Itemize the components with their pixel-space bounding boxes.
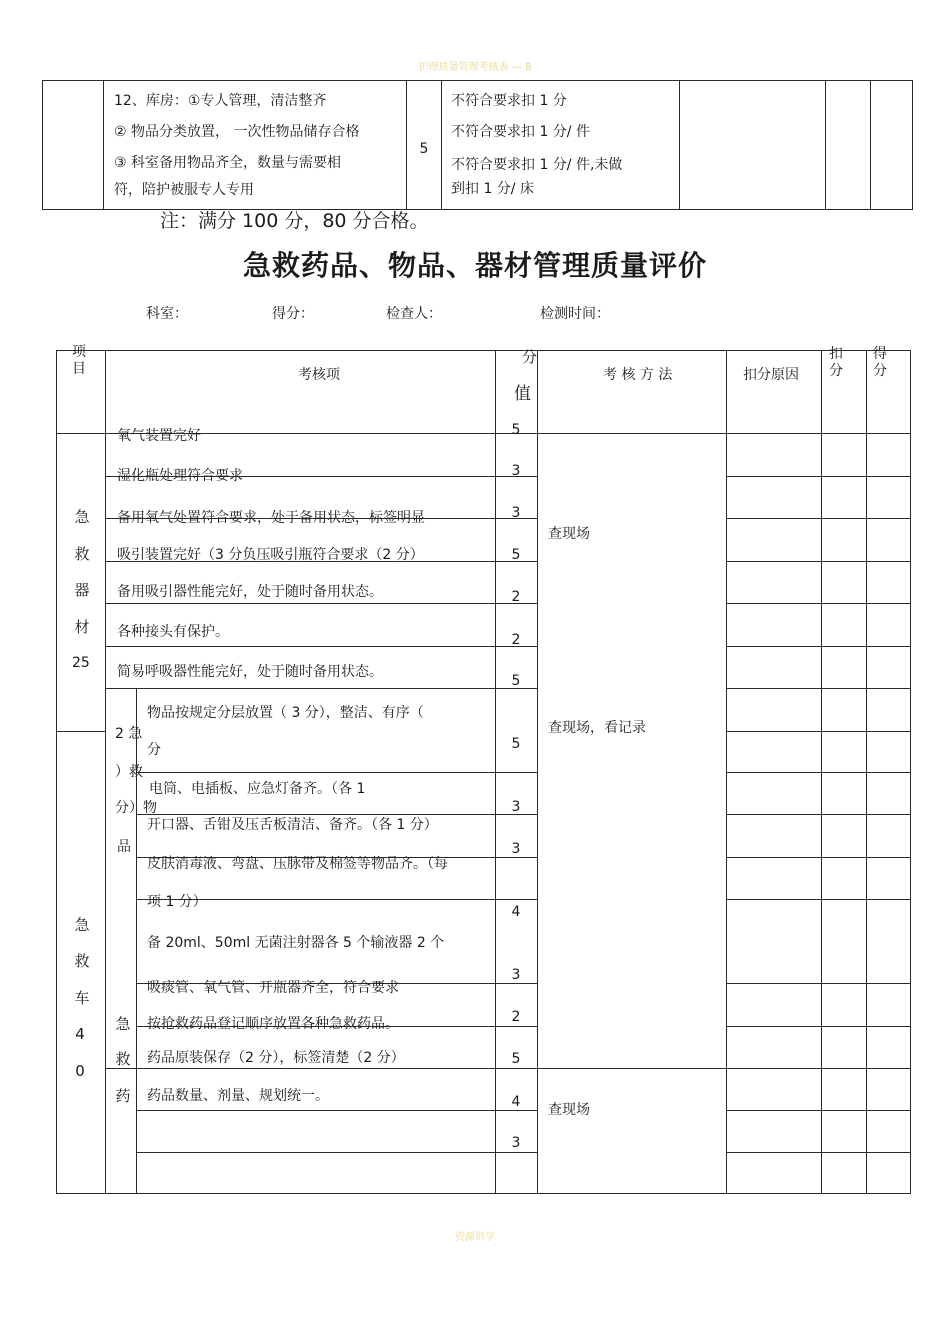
row-content: 湿化瓶处理符合要求 [117,468,243,484]
top-method-line: 不符合要求扣 1 分 [451,93,567,109]
row-score: 5 [511,422,521,438]
top-method-line: 到扣 1 分/ 床 [451,181,534,197]
page-footer-faint: 资源供享 [455,1232,495,1243]
subitem-a-line: 2 急 [115,726,143,742]
row-content: 物品按规定分层放置（ 3 分），整洁、有序（ [147,705,424,721]
row-score: 4 [511,904,521,920]
section2-char: 救 [74,952,90,970]
row-content: 药品数量、剂量、规划统一。 [147,1088,329,1104]
header-points-b: 值 [514,384,531,404]
row-score: 2 [511,632,521,648]
row-content: 备 20ml、50ml 无菌注射器各 5 个输液器 2 个 [147,935,445,951]
header-got-a: 得 [873,346,887,362]
meta-score-label: 得分： [272,306,314,322]
row-content: 备用氧气处置符合要求，处于备用状态，标签明显 [117,510,425,526]
top-item-line: ② 物品分类放置， 一次性物品储存合格 [114,124,360,140]
row-content: 简易呼吸器性能完好，处于随时备用状态。 [117,664,383,680]
section2-char: 急 [74,916,90,934]
row-score: 2 [511,589,521,605]
subitem-a-line: 品 [117,839,131,855]
row-content: 备用吸引器性能完好，处于随时备用状态。 [117,584,383,600]
section2-char: 4 [75,1025,85,1043]
method-text: 查现场 [548,1102,590,1118]
row-score: 5 [511,673,521,689]
row-score: 3 [511,841,521,857]
row-content: 开口器、舌钳及压舌板清洁、备齐。（各 1 分） [147,817,438,833]
section2-char: 0 [75,1062,85,1080]
meta-time-label: 检测时间： [540,306,610,322]
header-got-b: 分 [873,363,887,379]
header-content: 考核项 [298,367,340,383]
section1-char: 器 [74,581,90,599]
page-header-faint: 护理质量管理考核表 — 8 [418,62,532,73]
top-item-line: 12、库房：①专人管理，清洁整齐 [114,93,327,109]
section1-char: 救 [74,545,90,563]
row-content: 吸痰管、氧气管、开瓶器齐全，符合要求 [147,980,399,996]
row-score: 3 [511,967,521,983]
subitem-b-char: 药 [115,1087,131,1105]
row-content: 药品原装保存（2 分），标签清楚（2 分） [147,1050,405,1066]
row-content-cont: 项 1 分） [147,894,207,910]
row-content: 氧气装置完好 [117,428,201,444]
page-title: 急救药品、物品、器材管理质量评价 [242,249,707,282]
row-content: 吸引装置完好（3 分负压吸引瓶符合要求（2 分） [117,547,424,563]
row-score: 3 [511,1135,521,1151]
row-content-cont: 分 [147,742,161,758]
row-content: 各种接头有保护。 [117,624,229,640]
top-method-line: 不符合要求扣 1 分/ 件,未做 [451,157,623,173]
row-content: 按抢救药品登记顺序放置各种急救药品。 [147,1016,399,1032]
header-project-b: 目 [72,361,86,377]
section2-char: 车 [74,989,90,1007]
header-project-a: 项 [72,344,86,360]
subitem-b-char: 救 [115,1050,131,1068]
subitem-a-line: ）救 [115,764,143,780]
row-score: 5 [511,1051,521,1067]
header-deduct-a: 扣 [829,346,843,362]
meta-dept-label: 科室： [146,306,188,322]
method-text: 查现场，看记录 [548,720,646,736]
row-score: 2 [511,1009,521,1025]
method-text: 查现场 [548,526,590,542]
top-score: 5 [419,141,429,157]
section1-char: 材 [74,618,90,636]
row-score: 5 [511,547,521,563]
subitem-a-line: 分）物 [115,800,157,816]
section1-char: 急 [74,508,90,526]
row-content: 皮肤消毒液、弯盘、压脉带及棉签等物品齐。（每 [147,856,448,872]
top-item-line: 符，陪护被服专人专用 [114,182,254,198]
header-points-a: 分 [522,348,538,366]
row-score: 5 [511,736,521,752]
row-score: 4 [511,1094,521,1110]
header-method: 考 核 方 法 [603,367,673,383]
header-deduct-b: 分 [829,363,843,379]
top-method-line: 不符合要求扣 1 分/ 件 [451,124,590,140]
row-score: 3 [511,799,521,815]
top-item-line: ③ 科室备用物品齐全，数量与需要相 [114,155,342,171]
row-score: 3 [511,505,521,521]
subitem-b-char: 急 [115,1015,131,1033]
section1-total: 25 [72,655,90,671]
header-reason: 扣分原因 [743,367,799,383]
score-note: 注：满分 100 分，80 分合格。 [160,210,429,232]
row-score: 3 [511,463,521,479]
row-content: 电筒、电插板、应急灯备齐。（各 1 [149,781,366,797]
meta-inspector-label: 检查人： [386,306,442,322]
